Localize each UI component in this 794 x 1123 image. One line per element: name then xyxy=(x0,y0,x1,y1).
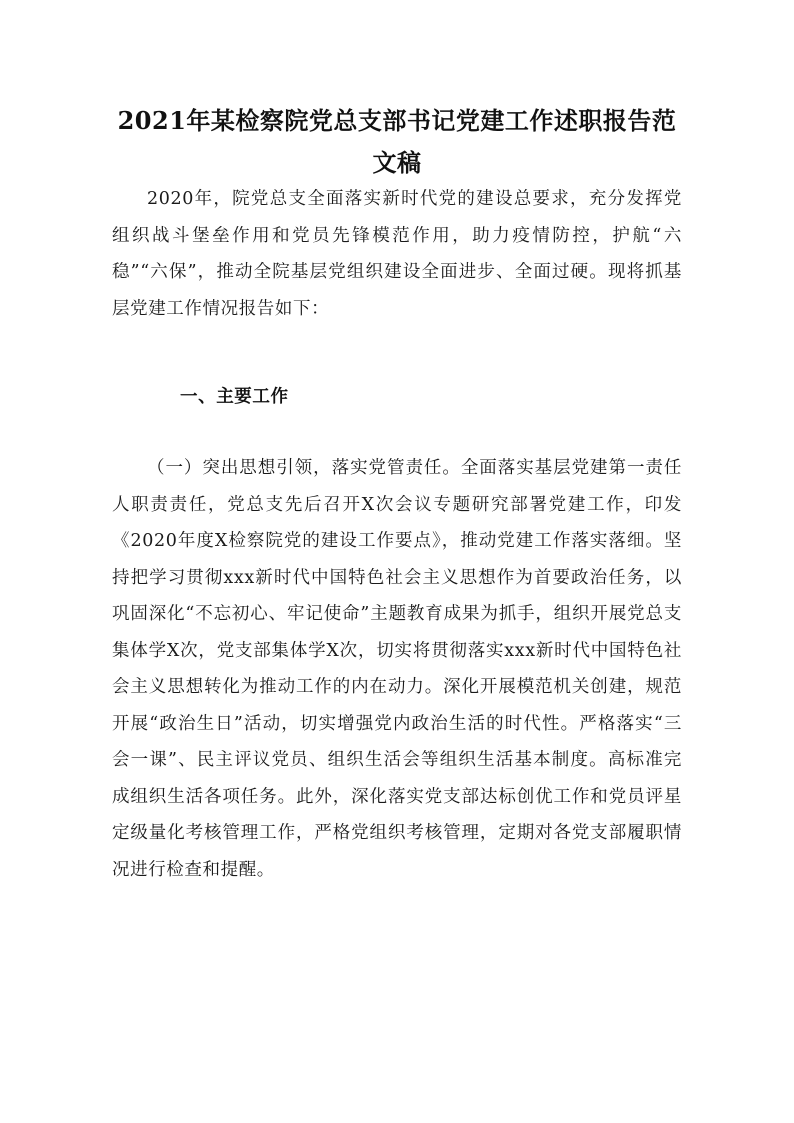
document-title: 2021年某检察院党总支部书记党建工作述职报告范文稿 xyxy=(117,106,677,177)
intro-paragraph: 2020年，院党总支全面落实新时代党的建设总要求，充分发挥党组织战斗堡垒作用和党员先锋模范作用，助力疫情防控，护航“六稳”“六保”，推动全院基层党组织建设全面进步、全面过硬。现将抓基层党建工作情况报告如下： xyxy=(112,189,682,319)
section-heading-main-work: 一、主要工作 xyxy=(180,387,289,407)
body-paragraph-1: （一）突出思想引领，落实党管责任。全面落实基层党建第一责任人职责责任，党总支先后召开X次会议专题研究部署党建工作，印发《2020年度X检察院党的建设工作要点》，推动党建工作落实落细。坚持把学习贯彻xxx新时代中国特色社会主义思想作为首要政治任务，以巩固深化“不忘初心、牢记使命”主题教育成果为抓手，组织开展党总支集体学X次，党支部集体学X次，切实将贯彻落实xxx新时代中国特色社会主义思想转化为推动工作的内在动力。深化开展模范机关创建，规范开展“政治生日”活动，切实增强党内政治生活的时代性。严格落实“三会一课”、民主评议党员、组织生活会等组织生活基本制度。高标准完成组织生活各项任务。此外，深化落实党支部达标创优工作和党员评星定级量化考核管理工作，严格党组织考核管理，定期对各党支部履职情况进行检查和提醒。 xyxy=(112,458,682,880)
